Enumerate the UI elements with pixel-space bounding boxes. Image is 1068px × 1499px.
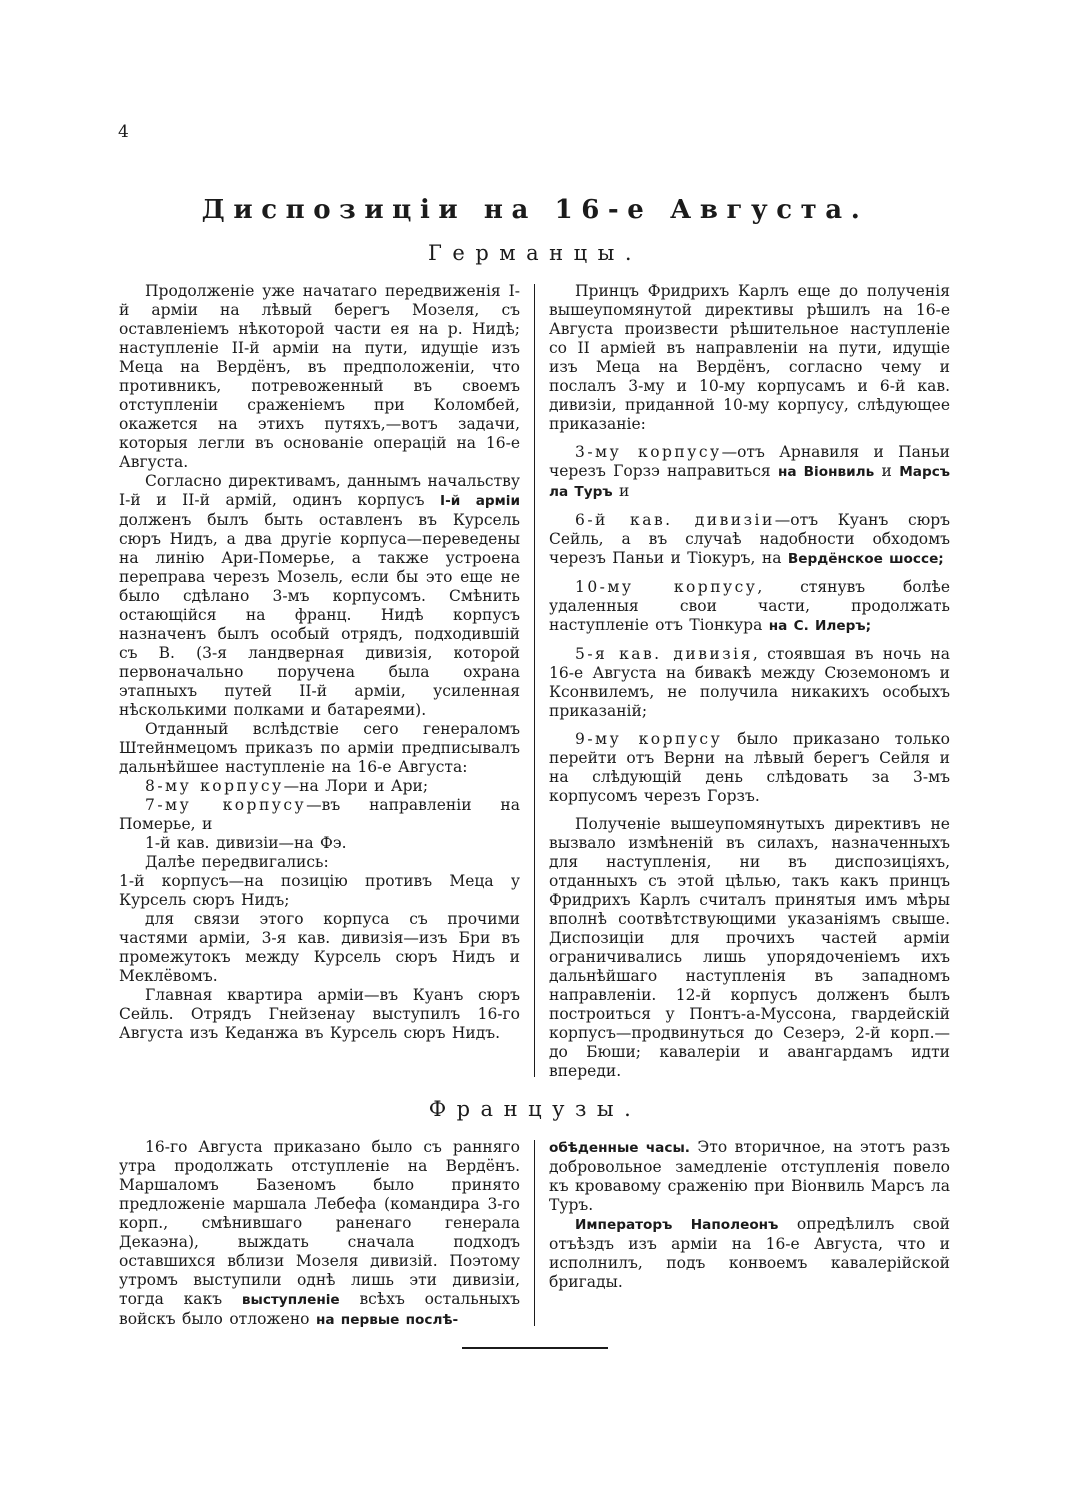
paragraph xyxy=(549,645,950,721)
text-run: , стоявшая въ ночь на 16-е Августа на бивакѣ между Сюземономъ и Ксонвилемъ, не получила никакихъ особыхъ приказаній; xyxy=(549,644,950,720)
text-run: для связи этого корпуса съ прочими частями арміи, 3-я кав. дивизія—изъ Бри въ промежутокъ между Курсель сюръ Нидъ и Меклёвомъ. xyxy=(119,909,520,985)
bold-text-run: на Віонвиль xyxy=(777,463,875,480)
text-run: Это вторичное, на этотъ разъ добровольное замедленіе отступленія повело къ кровавому сраженію при Віонвиль Марсъ ла Туръ. xyxy=(549,1137,950,1214)
text-run: Согласно директивамъ, даннымъ начальству I-й и II-й армій, одинъ корпусъ xyxy=(119,471,520,509)
paragraph xyxy=(119,796,520,834)
text-run: —отъ Арнавиля и Паньи черезъ Горзэ направиться xyxy=(549,442,950,480)
text-run: Полученіе вышеупомянутыхъ директивъ не вызвало измѣненій въ силахъ, назначенныхъ для наступленія, ни въ диспозиціяхъ, отданныхъ съ этой цѣлью, такъ какъ принцъ Фридрихъ Карлъ считалъ принятыя имъ мѣры вполнѣ соотвѣтствующими указаніямъ свыше. Диспозиціи для прочихъ частей арміи ограничивались лишь упорядоченіемъ ихъ дальнѣйшаго наступленія въ западномъ направленіи. 12-й корпусъ долженъ былъ построиться у Понтъ-а-Муссона, гвардейскій корпусъ—продвинуться до Сезерэ, 2-й корп.—до Бюши; кавалеріи и авангардамъ идти впереди. xyxy=(549,814,950,1080)
paragraph xyxy=(119,872,520,910)
paragraph xyxy=(119,1138,520,1330)
letterspaced-text-run: 3-му корпусу xyxy=(575,442,722,461)
column-divider-rule xyxy=(534,284,535,1077)
paragraph xyxy=(549,578,950,636)
bold-text-run: Марсъ ла Туръ xyxy=(549,463,951,500)
paragraph xyxy=(549,443,950,502)
bold-text-run: I-й арміи xyxy=(440,492,520,509)
paragraph xyxy=(549,815,950,1081)
text-run: и xyxy=(874,461,900,480)
paragraph xyxy=(119,777,520,796)
letterspaced-text-run: 7-му корпусу xyxy=(145,795,307,814)
text-run: долженъ былъ быть оставленъ въ Курсель сюръ Нидъ, а два другіе корпуса—переведены на линію Ари-Померье, а также устроена переправа черезъ Мозель, если бы это еще не было сдѣлано 3-мъ корпусомъ. Смѣнить остающійся на франц. Нидѣ корпусъ назначенъ былъ особый отрядъ, подходившій съ В. (3-я ландверная дивизія, которой первоначально поручена была охрана этапныхъ путей II-й арміи, усиленная нѣсколькими полками и батареями). xyxy=(119,510,520,719)
letterspaced-text-run: 8-му корпусу xyxy=(145,776,284,795)
bold-text-run: на первые послѣ- xyxy=(315,1311,459,1328)
paragraph xyxy=(549,282,950,434)
page-number: 4 xyxy=(118,122,129,142)
text-run: всѣхъ остальныхъ войскъ было отложено xyxy=(119,1289,520,1328)
paragraph xyxy=(119,472,520,720)
paragraph xyxy=(119,720,520,777)
text-run: , стянувъ болѣе удаленныя свои части, продолжать наступленіе отъ Тіонкура xyxy=(549,577,950,634)
text-run: Продолженіе уже начатаго передвиженія I-й арміи на лѣвый берегъ Мозеля, съ оставленіемъ нѣкоторой части ея на р. Нидѣ; наступленіе II-й арміи на пути, идущіе изъ Меца на Вердёнъ, въ предположеніи, что противникъ, потревоженный въ своемъ отступленіи сраженіемъ при Коломбей, окажется на этихъ путяхъ,—вотъ задачи, которыя легли въ основаніе операцій на 16-е Августа. xyxy=(119,281,520,471)
text-run: Принцъ Фридрихъ Карлъ еще до полученія вышеупомянутой директивы рѣшилъ на 16-е Августа произвести рѣшительное наступленіе со II арміей въ направленіи на пути, идущіе изъ Меца на Вердёнъ, согласно чему и послалъ 3-му и 10-му корпусамъ и 6-й кав. дивизіи, приданной 10-му корпусу, слѣдующее приказаніе: xyxy=(549,281,950,433)
text-run: 1-й корпусъ—на позицію противъ Меца у Курсель сюръ Нидъ; xyxy=(119,871,520,909)
text-run: —въ направленіи на Померье, и xyxy=(119,795,520,833)
text-run: 16-го Августа приказано было съ ранняго утра продолжать отступленіе на Вердёнъ. Маршаломъ Базеномъ было принято предложеніе маршала Лебефа (командира 3-го корп., смѣнившаго раненаго генерала Декаэна), выждать сначала подходъ оставшихся вблизи Мозеля дивизій. Поэтому утромъ выступили однѣ лишь эти дивизіи, тогда какъ xyxy=(119,1137,520,1308)
text-run: Отданный вслѣдствіе сего генераломъ Штейнмецомъ приказъ по арміи предписывалъ дальнѣйшее наступленіе на 16-е Августа: xyxy=(119,719,520,776)
left-column xyxy=(119,282,520,1081)
text-run: Главная квартира арміи—въ Куанъ сюръ Сейль. Отрядъ Гнейзенау выступилъ 16-го Августа изъ Кеданжа въ Курсель сюръ Нидъ. xyxy=(119,985,520,1042)
bold-text-run: на С. Илеръ; xyxy=(768,617,872,634)
paragraph xyxy=(119,834,520,853)
right-column xyxy=(549,282,950,1081)
letterspaced-text-run: 5-я кав. дивизія xyxy=(575,644,753,663)
bold-text-run: обѣденные часы. xyxy=(549,1139,690,1156)
bold-text-run: Вердёнское шоссе; xyxy=(787,550,944,567)
two-column-block xyxy=(119,1138,951,1330)
paragraph xyxy=(549,511,950,569)
paragraph xyxy=(119,853,520,872)
bold-text-run: Императоръ Наполеонъ xyxy=(575,1216,779,1233)
text-run: —на Лори и Ари; xyxy=(283,776,429,795)
text-run: опредѣлилъ свой отъѣздъ изъ арміи на 16-е Августа, что и исполнилъ, подъ конвоемъ кавалерійской бригады. xyxy=(549,1214,950,1291)
letterspaced-text-run: 9-му корпусу xyxy=(575,729,723,748)
page-content xyxy=(119,196,951,1349)
page-title: Диспозиціи на 16-е Августа. xyxy=(201,195,869,225)
bold-text-run: выступленіе xyxy=(241,1291,340,1308)
letterspaced-text-run: 6-й кав. дивизіи xyxy=(575,510,775,529)
end-of-section-rule xyxy=(462,1347,608,1349)
paragraph xyxy=(119,282,520,472)
text-run: —отъ Куанъ сюръ Сейль, а въ случаѣ надобности обходомъ черезъ Паньи и Тіокуръ, на xyxy=(549,510,950,567)
left-column xyxy=(119,1138,520,1330)
letterspaced-text-run: 10-му корпусу xyxy=(575,577,758,596)
column-divider-rule xyxy=(534,1140,535,1326)
text-run: 1-й кав. дивизіи—на Фэ. xyxy=(145,833,347,852)
text-run: и xyxy=(612,481,630,500)
text-run: Далѣе передвигались: xyxy=(145,852,329,871)
section-heading-germans: Германцы. xyxy=(427,240,643,265)
right-column xyxy=(549,1138,950,1330)
paragraph xyxy=(119,986,520,1043)
section-germans xyxy=(119,242,951,1081)
two-column-block xyxy=(119,282,951,1081)
section-french xyxy=(119,1098,951,1330)
text-run: было приказано только перейти отъ Верни на лѣвый берегъ Сейля и на слѣдующій день слѣдовать за 3-мъ корпусомъ черезъ Горзъ. xyxy=(549,729,950,805)
paragraph xyxy=(549,730,950,806)
paragraph xyxy=(549,1215,950,1292)
section-heading-french: Французы. xyxy=(428,1096,642,1121)
paragraph xyxy=(119,910,520,986)
paragraph xyxy=(549,1138,950,1215)
